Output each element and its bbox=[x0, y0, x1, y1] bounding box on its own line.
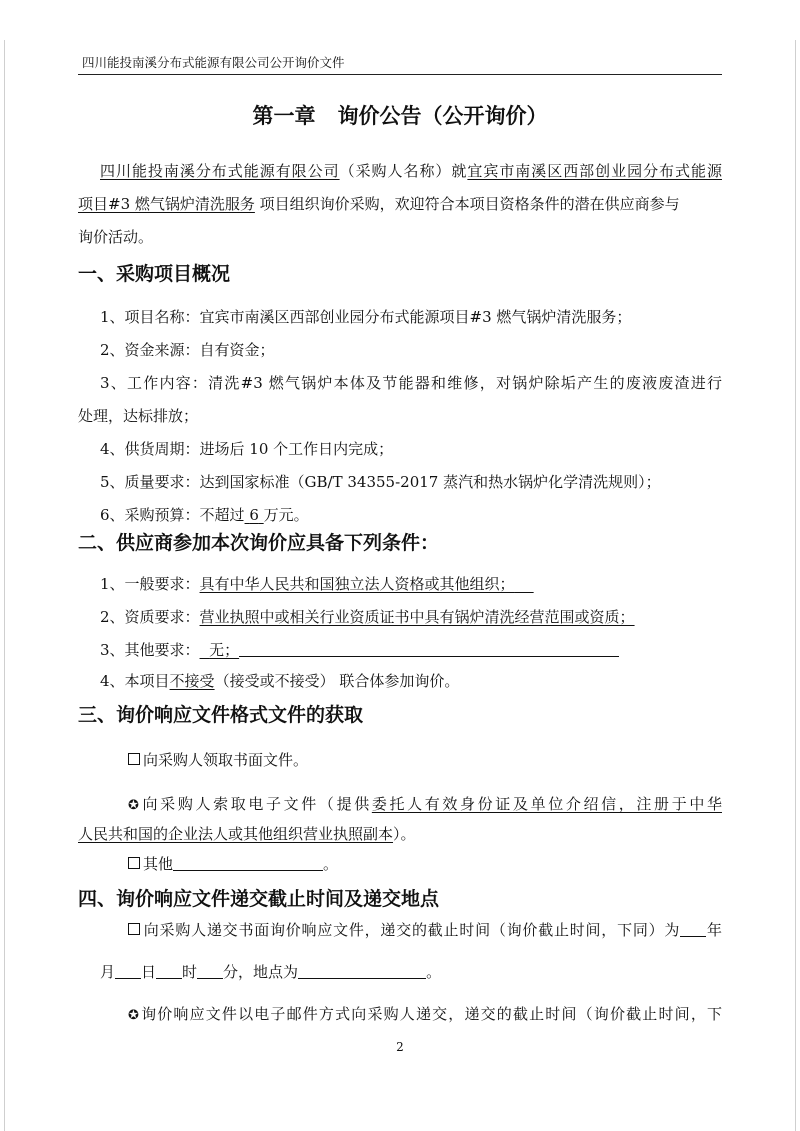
section2-heading: 二、供应商参加本次询价应具备下列条件： bbox=[78, 532, 440, 554]
s3-option-2: ✪向采购人索取电子文件（提供委托人有效身份证及单位介绍信，注册于中华 bbox=[128, 795, 722, 813]
s1-item-6 bbox=[100, 504, 722, 525]
s3-option-2-cont: 人民共和国的企业法人或其他组织营业执照副本）。 bbox=[78, 825, 416, 843]
page-edge-right bbox=[795, 40, 796, 1131]
checkbox-empty-icon bbox=[128, 923, 140, 935]
purchaser-note: （采购人名称）就 bbox=[339, 162, 468, 180]
checkbox-checked-icon: ✪ bbox=[128, 798, 139, 813]
intro-line-2 bbox=[78, 193, 722, 214]
purchaser-name: 四川能投南溪分布式能源有限公司 bbox=[100, 162, 340, 180]
checkbox-empty-icon bbox=[128, 857, 140, 869]
project-name-part2: 项目#3 燃气锅炉清洗服务 bbox=[78, 195, 255, 213]
s4-option-1: 向采购人递交书面询价响应文件，递交的截止时间（询价截止时间，下同）为 年 bbox=[128, 919, 722, 940]
chapter-number: 第一章 bbox=[252, 104, 316, 128]
hour-blank bbox=[156, 964, 182, 979]
budget-prefix: 6、采购预算：不超过 bbox=[100, 506, 245, 524]
s1-item-4: 4、供货周期：进场后 10 个工作日内完成； bbox=[100, 440, 394, 458]
chapter-name: 询价公告（公开询价） bbox=[337, 104, 548, 128]
s1-item-2: 2、资金来源：自有资金； bbox=[100, 341, 275, 359]
req4-value: 不接受 bbox=[169, 672, 215, 690]
req3-blank bbox=[239, 642, 619, 657]
s1-item-5: 5、质量要求：达到国家标准（GB/T 34355-2017 蒸汽和热水锅炉化学清洗规则）； bbox=[100, 473, 661, 491]
header-rule bbox=[78, 74, 722, 75]
location-blank bbox=[298, 964, 426, 979]
opt3-blank bbox=[173, 856, 323, 871]
budget-suffix: 万元。 bbox=[263, 506, 309, 524]
s1-item-3-cont: 处理，达标排放； bbox=[78, 407, 199, 425]
year-blank bbox=[680, 922, 706, 937]
budget-value: 6 bbox=[249, 506, 259, 524]
running-header: 四川能投南溪分布式能源有限公司公开询价文件 bbox=[82, 55, 345, 70]
req1-value: 具有中华人民共和国独立法人资格或其他组织； bbox=[199, 575, 515, 593]
s3-option-3: 其他 。 bbox=[128, 853, 722, 874]
req2-value: 营业执照中或相关行业资质证书中具有锅炉清洗经营范围或资质； bbox=[199, 608, 635, 626]
minute-blank bbox=[197, 964, 223, 979]
s1-item-1: 1、项目名称：宜宾市南溪区西部创业园分布式能源项目#3 燃气锅炉清洗服务； bbox=[100, 308, 632, 326]
project-name-part1: 宜宾市南溪区西部创业园分布式能源 bbox=[467, 162, 722, 180]
s2-req-4: 4、本项目不接受（接受或不接受） 联合体参加询价。 bbox=[100, 672, 460, 690]
page-number: 2 bbox=[396, 1040, 404, 1054]
day-blank bbox=[115, 964, 141, 979]
intro-text-2: 项目组织询价采购，欢迎符合本项目资格条件的潜在供应商参与 bbox=[259, 195, 680, 213]
section3-heading: 三、询价响应文件格式文件的获取 bbox=[78, 704, 364, 726]
s4-option-2: ✪询价响应文件以电子邮件方式向采购人递交，递交的截止时间（询价截止时间，下 bbox=[128, 1005, 722, 1023]
page-edge-left bbox=[4, 40, 5, 1131]
s2-req-3: 3、其他要求： 无； bbox=[100, 639, 722, 660]
s2-req-2: 2、资质要求：营业执照中或相关行业资质证书中具有锅炉清洗经营范围或资质； bbox=[100, 608, 635, 626]
checkbox-empty-icon bbox=[128, 753, 140, 765]
intro-line-3: 询价活动。 bbox=[78, 228, 154, 246]
checkbox-checked-icon: ✪ bbox=[128, 1008, 139, 1023]
intro-line-1 bbox=[100, 160, 722, 181]
section1-heading: 一、采购项目概况 bbox=[78, 263, 231, 285]
opt2-requirements: 委托人有效身份证及单位介绍信，注册于中华 bbox=[371, 795, 722, 813]
s1-item-3: 3、工作内容：清洗#3 燃气锅炉本体及节能器和维修，对锅炉除垢产生的废液废渣进行 bbox=[100, 374, 722, 392]
s2-req-1: 1、一般要求：具有中华人民共和国独立法人资格或其他组织； bbox=[100, 575, 515, 593]
req3-value: 无； bbox=[209, 641, 240, 659]
section4-heading: 四、询价响应文件递交截止时间及递交地点 bbox=[78, 888, 440, 910]
chapter-title bbox=[0, 100, 800, 130]
s4-option-1-cont: 月 日 时 分，地点为 。 bbox=[100, 963, 442, 981]
s3-option-1: 向采购人领取书面文件。 bbox=[128, 749, 722, 770]
